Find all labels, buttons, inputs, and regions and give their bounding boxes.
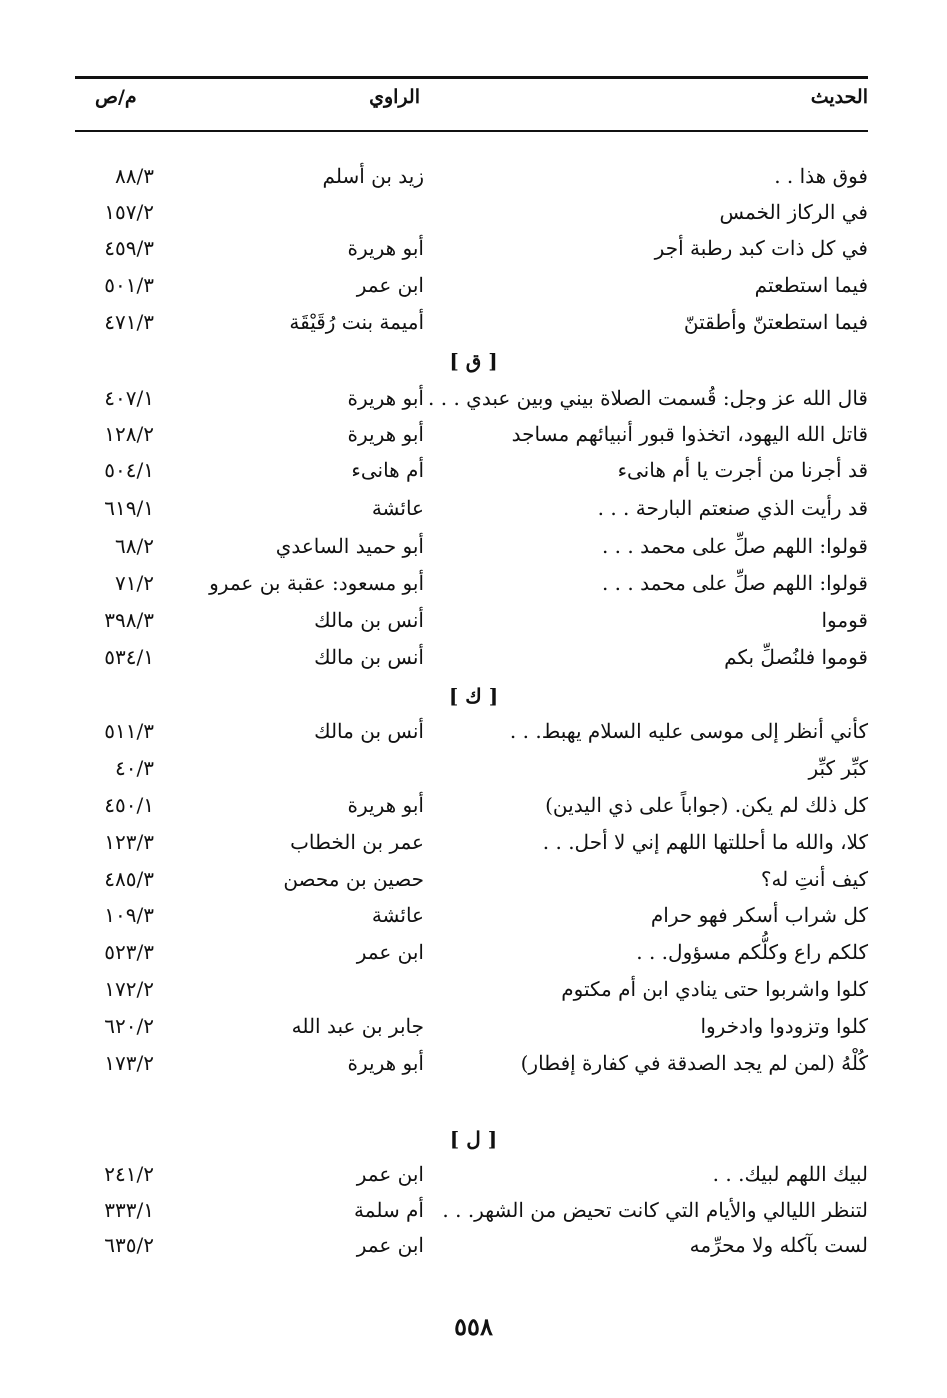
hadith-text: فوق هذا . . bbox=[774, 164, 868, 188]
volume-page-ref: ١٢٨/٢ bbox=[104, 422, 154, 446]
hadith-text: لست بآكله ولا محرِّمه bbox=[689, 1233, 868, 1257]
table-row bbox=[0, 861, 947, 897]
hadith-text: كل ذلك لم يكن. (جواباً على ذي اليدين) bbox=[545, 793, 868, 817]
narrator-name: حصين بن محصن bbox=[283, 867, 424, 891]
volume-page-ref: ٧١/٢ bbox=[115, 571, 154, 595]
narrator-name: عائشة bbox=[371, 496, 424, 520]
table-row bbox=[0, 416, 947, 452]
hadith-text: قال الله عز وجل: قُسمت الصلاة بيني وبين عبدي . . . bbox=[428, 386, 868, 410]
volume-page-ref: ٣٩٨/٣ bbox=[104, 608, 154, 632]
narrator-name: أميمة بنت رُقَيْقَة bbox=[289, 310, 424, 334]
volume-page-ref: ٤٥٠/١ bbox=[104, 793, 154, 817]
narrator-name: أبو حميد الساعدي bbox=[275, 534, 424, 558]
table-row bbox=[0, 230, 947, 266]
narrator-name: أنس بن مالك bbox=[314, 645, 424, 669]
hadith-text: كيف أنتِ له؟ bbox=[760, 867, 868, 891]
hadith-text: فيما استطعتم bbox=[754, 273, 868, 297]
narrator-name: أم هانىء bbox=[351, 458, 424, 482]
table-row bbox=[0, 971, 947, 1007]
hadith-text: قد أجرنا من أجرت يا أم هانىء bbox=[617, 458, 868, 482]
hadith-text: لبيك اللهم لبيك. . . bbox=[712, 1162, 868, 1186]
hadith-text: في كل ذات كبد رطبة أجر bbox=[654, 236, 868, 260]
volume-page-ref: ٨٨/٣ bbox=[115, 164, 154, 188]
hadith-text: كُلْهُ (لمن لم يجد الصدقة في كفارة إفطار) bbox=[520, 1051, 868, 1075]
header-narrator: الراوي bbox=[369, 86, 420, 108]
volume-page-ref: ٤٠٧/١ bbox=[104, 386, 154, 410]
section-heading-lam: [ ل ] bbox=[449, 1127, 498, 1151]
narrator-name: أبو هريرة bbox=[347, 236, 424, 260]
narrator-name: ابن عمر bbox=[356, 273, 424, 297]
volume-page-ref: ٥٢٣/٣ bbox=[104, 940, 154, 964]
narrator-name: أبو هريرة bbox=[347, 793, 424, 817]
table-row bbox=[0, 490, 947, 526]
hadith-text: قوموا فلنُصلِّ بكم bbox=[724, 645, 868, 669]
narrator-name: أبو مسعود: عقبة بن عمرو bbox=[209, 571, 424, 595]
volume-page-ref: ٤٨٥/٣ bbox=[104, 867, 154, 891]
hadith-text: كلوا واشربوا حتى ينادي ابن أم مكتوم bbox=[561, 977, 868, 1001]
hadith-text: قاتل الله اليهود، اتخذوا قبور أنبيائهم مساجد bbox=[511, 422, 868, 446]
narrator-name: عائشة bbox=[371, 903, 424, 927]
table-row bbox=[0, 267, 947, 303]
volume-page-ref: ٥١١/٣ bbox=[104, 719, 154, 743]
section-heading-kaf: [ ك ] bbox=[448, 684, 499, 708]
table-row bbox=[0, 713, 947, 749]
volume-page-ref: ٥٠٤/١ bbox=[104, 458, 154, 482]
volume-page-ref: ٦٨/٢ bbox=[115, 534, 154, 558]
hadith-text: لتنظر الليالي والأيام التي كانت تحيض من الشهر. . . bbox=[442, 1198, 868, 1222]
table-row bbox=[0, 565, 947, 601]
narrator-name: زيد بن أسلم bbox=[322, 164, 424, 188]
header-rule bbox=[75, 130, 868, 132]
table-row bbox=[0, 158, 947, 194]
narrator-name: ابن عمر bbox=[356, 1233, 424, 1257]
hadith-text: كل شراب أسكر فهو حرام bbox=[650, 903, 868, 927]
table-row bbox=[0, 528, 947, 564]
volume-page-ref: ١٧٢/٢ bbox=[104, 977, 154, 1001]
hadith-text: كبِّر كبِّر bbox=[808, 756, 868, 780]
hadith-text: كلوا وتزودوا وادخروا bbox=[700, 1014, 868, 1038]
table-row bbox=[0, 304, 947, 340]
hadith-text: فيما استطعتنّ وأطقتنّ bbox=[683, 310, 868, 334]
hadith-text: كلكم راع وكلُّكم مسؤول. . . bbox=[636, 940, 868, 964]
volume-page-ref: ٥٣٤/١ bbox=[104, 645, 154, 669]
volume-page-ref: ١٥٧/٢ bbox=[104, 200, 154, 224]
volume-page-ref: ٦١٩/١ bbox=[104, 496, 154, 520]
hadith-text: قد رأيت الذي صنعتم البارحة . . . bbox=[597, 496, 868, 520]
table-row bbox=[0, 380, 947, 416]
volume-page-ref: ١٠٩/٣ bbox=[104, 903, 154, 927]
narrator-name: أبو هريرة bbox=[347, 1051, 424, 1075]
volume-page-ref: ٦٣٥/٢ bbox=[104, 1233, 154, 1257]
table-row bbox=[0, 1227, 947, 1263]
narrator-name: ابن عمر bbox=[356, 940, 424, 964]
table-row bbox=[0, 750, 947, 786]
header-hadith: الحديث bbox=[810, 86, 868, 108]
hadith-text: قوموا bbox=[821, 608, 868, 632]
narrator-name: عمر بن الخطاب bbox=[290, 830, 424, 854]
hadith-text: كأني أنظر إلى موسى عليه السلام يهبط. . . bbox=[509, 719, 868, 743]
table-row bbox=[0, 934, 947, 970]
volume-page-ref: ٣٣٣/١ bbox=[104, 1198, 154, 1222]
table-row bbox=[0, 1156, 947, 1192]
section-heading-qaf: [ ق ] bbox=[449, 349, 498, 373]
volume-page-ref: ٢٤١/٢ bbox=[104, 1162, 154, 1186]
table-row bbox=[0, 1008, 947, 1044]
header-ref: م/ص bbox=[95, 86, 137, 108]
page-number: ٥٥٨ bbox=[454, 1312, 493, 1341]
narrator-name: جابر بن عبد الله bbox=[291, 1014, 424, 1038]
table-row bbox=[0, 787, 947, 823]
table-row bbox=[0, 897, 947, 933]
table-row bbox=[0, 1192, 947, 1228]
narrator-name: أبو هريرة bbox=[347, 386, 424, 410]
table-row bbox=[0, 824, 947, 860]
narrator-name: أم سلمة bbox=[354, 1198, 424, 1222]
table-row bbox=[0, 452, 947, 488]
narrator-name: ابن عمر bbox=[356, 1162, 424, 1186]
volume-page-ref: ٤٧١/٣ bbox=[104, 310, 154, 334]
hadith-text: قولوا: اللهم صلِّ على محمد . . . bbox=[601, 534, 868, 558]
narrator-name: أنس بن مالك bbox=[314, 719, 424, 743]
volume-page-ref: ٦٢٠/٢ bbox=[104, 1014, 154, 1038]
hadith-text: في الركاز الخمس bbox=[719, 200, 868, 224]
volume-page-ref: ٥٠١/٣ bbox=[104, 273, 154, 297]
table-row bbox=[0, 639, 947, 675]
volume-page-ref: ١٢٣/٣ bbox=[104, 830, 154, 854]
hadith-text: قولوا: اللهم صلِّ على محمد . . . bbox=[601, 571, 868, 595]
narrator-name: أبو هريرة bbox=[347, 422, 424, 446]
table-row bbox=[0, 194, 947, 230]
narrator-name: أنس بن مالك bbox=[314, 608, 424, 632]
volume-page-ref: ٤٠/٣ bbox=[115, 756, 154, 780]
table-row bbox=[0, 602, 947, 638]
top-rule bbox=[75, 76, 868, 79]
table-row bbox=[0, 1045, 947, 1081]
volume-page-ref: ٤٥٩/٣ bbox=[104, 236, 154, 260]
hadith-text: كلا، والله ما أحللتها اللهم إني لا أحل. . . bbox=[542, 830, 868, 854]
volume-page-ref: ١٧٣/٢ bbox=[104, 1051, 154, 1075]
